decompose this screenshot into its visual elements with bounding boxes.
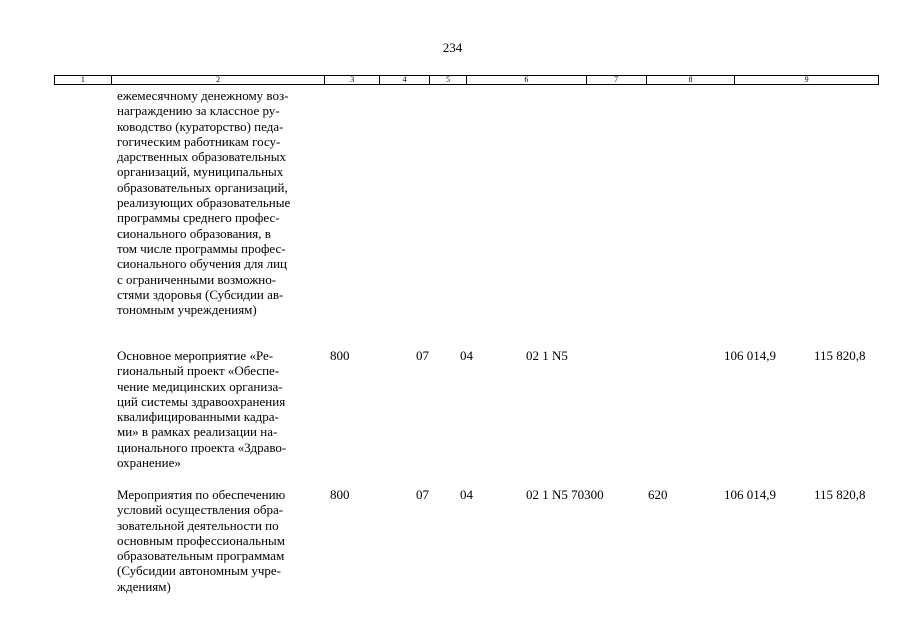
cell-subsection: 04 [460, 487, 473, 502]
cell-amount-2: 115 820,8 [814, 348, 866, 363]
name-line: гогическим работникам госу- [117, 133, 281, 149]
name-line: Основное мероприятие «Ре- [117, 348, 274, 363]
name-line: образовательных организаций, [117, 179, 288, 195]
cell-ministry-code: 800 [330, 487, 350, 502]
cell-section: 07 [416, 487, 429, 502]
cell-amount-1: 106 014,9 [724, 487, 776, 502]
name-line: ководство (кураторство) педа- [117, 118, 284, 134]
name-line: организаций, муниципальных [117, 164, 284, 180]
cell-target-article: 02 1 N5 70300 [526, 487, 604, 502]
table-header-col-3: 3 [325, 76, 380, 84]
name-line: программы среднего профес- [117, 210, 280, 226]
table-header-col-8: 8 [647, 76, 736, 84]
cell-expense-type: 620 [648, 487, 668, 502]
name-line: ждениям) [117, 578, 171, 594]
name-line: ежемесячному денежному воз- [117, 88, 289, 103]
page-number: 234 [442, 40, 463, 55]
name-line: ми» в рамках реализации на- [117, 424, 278, 440]
table-header-col-2: 2 [112, 76, 325, 84]
name-line: Мероприятия по обеспечению [117, 487, 286, 502]
name-line: реализующих образовательные [117, 195, 291, 211]
name-line: сионального обучения для лиц [117, 256, 288, 272]
name-line: дарственных образовательных [117, 149, 286, 165]
name-line: гиональный проект «Обеспе- [117, 363, 280, 379]
name-line: охранение» [117, 455, 181, 471]
row-name [117, 348, 327, 470]
cell-amount-1: 106 014,9 [724, 348, 776, 363]
table-header-col-9: 9 [804, 76, 809, 84]
name-line: чение медицинских организа- [117, 378, 283, 394]
name-line: ций системы здравоохранения [117, 393, 286, 409]
name-line: том числе программы профес- [117, 240, 286, 256]
cell-subsection: 04 [460, 348, 473, 363]
table-header-row [54, 75, 879, 85]
name-line: основным профессиональным [117, 532, 286, 548]
table-header-col-5: 5 [430, 76, 467, 84]
cell-target-article: 02 1 N5 [526, 348, 568, 363]
name-line: тономным учреждениям) [117, 302, 257, 318]
name-line: ционального проекта «Здраво- [117, 439, 287, 455]
name-line: сионального образования, в [117, 225, 271, 241]
table-header-col-4: 4 [380, 76, 430, 84]
name-line: квалифицированными кадра- [117, 409, 279, 425]
name-line: условий осуществления обра- [117, 502, 284, 518]
name-line: зовательной деятельности по [117, 517, 279, 533]
name-line: награждению за классное ру- [117, 103, 280, 119]
cell-amount-2: 115 820,8 [814, 487, 866, 502]
name-line: образовательным программам [117, 548, 285, 564]
row-name [117, 487, 327, 594]
table-header-col-6: 6 [467, 76, 587, 84]
table-header-col-1: 1 [55, 76, 112, 84]
name-line: (Субсидии автономным учре- [117, 563, 281, 579]
cell-ministry-code: 800 [330, 348, 350, 363]
table-header-col-7: 7 [587, 76, 647, 84]
name-line: стями здоровья (Субсидии ав- [117, 286, 284, 302]
row-name [117, 88, 327, 317]
cell-section: 07 [416, 348, 429, 363]
name-line: с ограниченными возможно- [117, 271, 277, 287]
